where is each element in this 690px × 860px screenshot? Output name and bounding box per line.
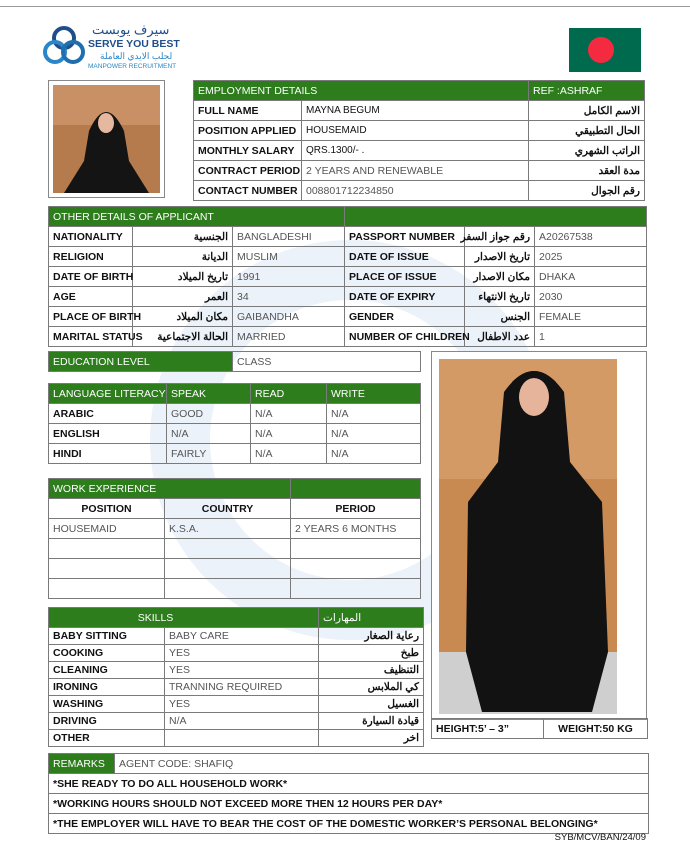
remarks-table — [48, 753, 649, 834]
skill-arabic: قيادة السيارة — [319, 713, 424, 730]
read-value: N/A — [251, 404, 327, 424]
write-header: WRITE — [327, 384, 421, 404]
skill-label: WASHING — [49, 696, 165, 713]
read-value: N/A — [251, 424, 327, 444]
skill-arabic: اخر — [319, 730, 424, 747]
table-row — [49, 774, 649, 794]
number-of-children-label: NUMBER OF CHILDREN — [345, 327, 465, 347]
read-value: N/A — [251, 444, 327, 464]
speak-value: FAIRLY — [167, 444, 251, 464]
remark-line: *THE EMPLOYER WILL HAVE TO BEAR THE COST OF THE DOMESTIC WORKER’S PERSONAL BELONGING* — [49, 814, 649, 834]
language-name: ARABIC — [49, 404, 167, 424]
remark-line: *WORKING HOURS SHOULD NOT EXCEED MORE THEN 12 HOURS PER DAY* — [49, 794, 649, 814]
marital-status-label: MARITAL STATUS — [49, 327, 133, 347]
table-row — [194, 101, 645, 121]
skill-label: BABY SITTING — [49, 628, 165, 645]
language-table — [48, 383, 421, 464]
other-details-title-blank — [345, 207, 647, 227]
table-row — [49, 814, 649, 834]
marital-status-arabic: الحالة الاجتماعية — [133, 327, 233, 347]
monthly-salary-arabic: الراتب الشهري — [529, 141, 645, 161]
passport-number-value: A20267538 — [535, 227, 647, 247]
table-row — [49, 444, 421, 464]
religion-arabic: الديانة — [133, 247, 233, 267]
flag-red-disc — [588, 37, 614, 63]
remark-line: *SHE READY TO DO ALL HOUSEHOLD WORK* — [49, 774, 649, 794]
table-row — [194, 181, 645, 201]
date-of-birth-arabic: تاريخ الميلاد — [133, 267, 233, 287]
empty-cell — [291, 579, 421, 599]
number-of-children-value: 1 — [535, 327, 647, 347]
place-of-birth-arabic: مكان الميلاد — [133, 307, 233, 327]
applicant-photo-small — [48, 80, 165, 198]
bangladesh-flag-icon — [569, 28, 641, 72]
work-experience-title-blank — [291, 479, 421, 499]
skill-value — [165, 730, 319, 747]
speak-value: N/A — [167, 424, 251, 444]
skill-arabic: الغسيل — [319, 696, 424, 713]
period-header: PERIOD — [291, 499, 421, 519]
other-details-title: OTHER DETAILS OF APPLICANT — [49, 207, 345, 227]
empty-cell — [49, 559, 165, 579]
table-row — [49, 679, 424, 696]
remarks-label: REMARKS — [49, 754, 115, 774]
table-row — [49, 628, 424, 645]
skills-title-arabic: المهارات — [319, 608, 424, 628]
speak-value: GOOD — [167, 404, 251, 424]
skill-arabic: رعاية الصغار — [319, 628, 424, 645]
monthly-salary-label: MONTHLY SALARY — [194, 141, 302, 161]
empty-cell — [291, 539, 421, 559]
date-of-birth-value: 1991 — [233, 267, 345, 287]
table-row — [49, 327, 647, 347]
skill-value: BABY CARE — [165, 628, 319, 645]
date-of-issue-value: 2025 — [535, 247, 647, 267]
logo-emblem-icon — [42, 24, 86, 68]
passport-number-label: PASSPORT NUMBER — [345, 227, 465, 247]
place-of-birth-value: GAIBANDHA — [233, 307, 345, 327]
table-row — [49, 730, 424, 747]
age-value: 34 — [233, 287, 345, 307]
contact-number-value: 008801712234850 — [302, 181, 529, 201]
write-value: N/A — [327, 444, 421, 464]
logo-arabic-sub: لجلب الايدي العاملة — [100, 51, 173, 61]
number-of-children-arabic: عدد الاطفال — [465, 327, 535, 347]
age-arabic: العمر — [133, 287, 233, 307]
nationality-value: BANGLADESHI — [233, 227, 345, 247]
language-header: LANGUAGE LITERACY — [49, 384, 167, 404]
age-label: AGE — [49, 287, 133, 307]
language-name: ENGLISH — [49, 424, 167, 444]
table-row — [49, 424, 421, 444]
table-row — [49, 267, 647, 287]
weight-value: WEIGHT:50 KG — [544, 719, 648, 739]
skills-table — [48, 607, 424, 747]
date-of-expiry-label: DATE OF EXPIRY — [345, 287, 465, 307]
place-of-issue-arabic: مكان الاصدار — [465, 267, 535, 287]
table-row — [194, 121, 645, 141]
country-header: COUNTRY — [165, 499, 291, 519]
speak-header: SPEAK — [167, 384, 251, 404]
height-value: HEIGHT:5’ – 3” — [432, 719, 544, 739]
religion-label: RELIGION — [49, 247, 133, 267]
skill-arabic: طبخ — [319, 645, 424, 662]
empty-cell — [291, 559, 421, 579]
table-row — [49, 404, 421, 424]
read-header: READ — [251, 384, 327, 404]
full-name-arabic: الاسم الكامل — [529, 101, 645, 121]
table-row — [49, 247, 647, 267]
date-of-expiry-arabic: تاريخ الانتهاء — [465, 287, 535, 307]
empty-cell — [49, 539, 165, 559]
place-of-issue-label: PLACE OF ISSUE — [345, 267, 465, 287]
skill-label: COOKING — [49, 645, 165, 662]
education-level-value: CLASS — [233, 352, 421, 372]
nationality-arabic: الجنسية — [133, 227, 233, 247]
table-row — [49, 307, 647, 327]
measurements-table — [431, 718, 648, 739]
empty-cell — [165, 559, 291, 579]
table-row — [49, 696, 424, 713]
table-row — [49, 227, 647, 247]
language-name: HINDI — [49, 444, 167, 464]
contract-period-label: CONTRACT PERIOD — [194, 161, 302, 181]
employment-title: EMPLOYMENT DETAILS — [194, 81, 529, 101]
skill-value: YES — [165, 696, 319, 713]
skill-label: DRIVING — [49, 713, 165, 730]
empty-cell — [49, 579, 165, 599]
skill-value: YES — [165, 645, 319, 662]
empty-cell — [165, 539, 291, 559]
work-country: K.S.A. — [165, 519, 291, 539]
skill-value: YES — [165, 662, 319, 679]
reference: REF :ASHRAF — [529, 81, 645, 101]
education-level-label: EDUCATION LEVEL — [49, 352, 233, 372]
skill-value: N/A — [165, 713, 319, 730]
gender-value: FEMALE — [535, 307, 647, 327]
table-row — [194, 161, 645, 181]
logo-arabic: سيرف يوبست — [92, 22, 170, 37]
position-applied-value: HOUSEMAID — [302, 121, 529, 141]
table-row — [49, 287, 647, 307]
religion-value: MUSLIM — [233, 247, 345, 267]
other-details-table — [48, 206, 647, 347]
contract-period-arabic: مدة العقد — [529, 161, 645, 181]
marital-status-value: MARRIED — [233, 327, 345, 347]
place-of-birth-label: PLACE OF BIRTH — [49, 307, 133, 327]
table-row — [49, 662, 424, 679]
table-row — [49, 713, 424, 730]
table-row — [49, 645, 424, 662]
table-row — [49, 519, 421, 539]
logo-tagline: MANPOWER RECRUITMENT — [88, 63, 177, 70]
work-period: 2 YEARS 6 MONTHS — [291, 519, 421, 539]
empty-cell — [165, 579, 291, 599]
place-of-issue-value: DHAKA — [535, 267, 647, 287]
contact-number-label: CONTACT NUMBER — [194, 181, 302, 201]
date-of-issue-label: DATE OF ISSUE — [345, 247, 465, 267]
gender-arabic: الجنس — [465, 307, 535, 327]
education-table — [48, 351, 421, 372]
full-name-label: FULL NAME — [194, 101, 302, 121]
agent-code: AGENT CODE: SHAFIQ — [115, 754, 649, 774]
date-of-birth-label: DATE OF BIRTH — [49, 267, 133, 287]
write-value: N/A — [327, 404, 421, 424]
table-row — [49, 794, 649, 814]
full-name-value: MAYNA BEGUM — [302, 101, 529, 121]
document-code: SYB/MCV/BAN/24/09 — [554, 832, 646, 843]
contact-number-arabic: رقم الجوال — [529, 181, 645, 201]
skill-value: TRANNING REQUIRED — [165, 679, 319, 696]
position-header: POSITION — [49, 499, 165, 519]
table-row — [49, 559, 421, 579]
work-experience-title: WORK EXPERIENCE — [49, 479, 291, 499]
contract-period-value: 2 YEARS AND RENEWABLE — [302, 161, 529, 181]
logo-name: SERVE YOU BEST — [88, 38, 180, 50]
date-of-issue-arabic: تاريخ الاصدار — [465, 247, 535, 267]
skill-label: OTHER — [49, 730, 165, 747]
table-row — [49, 539, 421, 559]
skill-label: CLEANING — [49, 662, 165, 679]
skills-title: SKILLS — [49, 608, 319, 628]
applicant-photo-full — [431, 351, 647, 720]
table-row — [49, 579, 421, 599]
passport-number-arabic: رقم جواز السفر — [465, 227, 535, 247]
position-applied-label: POSITION APPLIED — [194, 121, 302, 141]
monthly-salary-value: QRS.1300/- . — [302, 141, 529, 161]
top-rule — [0, 6, 690, 7]
gender-label: GENDER — [345, 307, 465, 327]
skill-label: IRONING — [49, 679, 165, 696]
work-position: HOUSEMAID — [49, 519, 165, 539]
position-applied-arabic: الحال التطبيقي — [529, 121, 645, 141]
work-experience-table — [48, 478, 421, 599]
skill-arabic: التنظيف — [319, 662, 424, 679]
write-value: N/A — [327, 424, 421, 444]
employment-details-table — [193, 80, 645, 201]
company-logo — [42, 22, 192, 74]
skill-arabic: كي الملابس — [319, 679, 424, 696]
table-row — [194, 141, 645, 161]
date-of-expiry-value: 2030 — [535, 287, 647, 307]
nationality-label: NATIONALITY — [49, 227, 133, 247]
